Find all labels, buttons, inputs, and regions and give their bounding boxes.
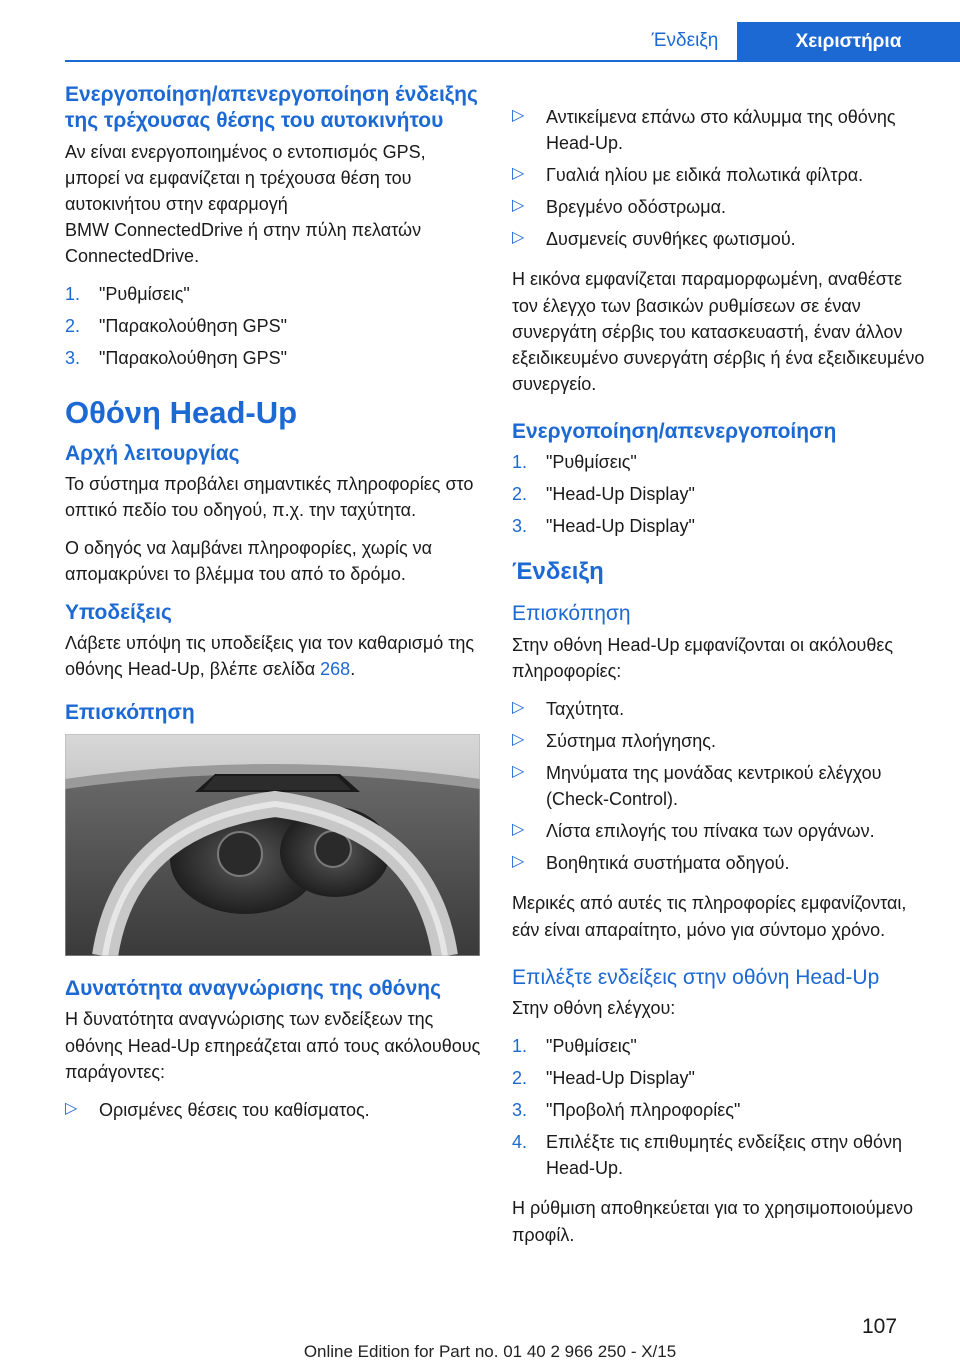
step-text: "Παρακολούθηση GPS" (99, 316, 288, 337)
gps-paragraph-text: Αν είναι ενεργοποιημένος ο εντοπισμός GPS, μπορεί να εμφανίζεται η τρέχουσα θέση του αυτοκινήτου στην εφαρμογή (65, 141, 426, 214)
step-text: "Προβολή πληροφορίες" (546, 1100, 741, 1121)
triangle-bullet-icon: ▷ (512, 229, 525, 247)
list-item (512, 818, 930, 844)
triangle-bullet-icon: ▷ (512, 731, 525, 748)
item-text: Αντικείμενα επάνω στο κάλυμμα της οθόνης Head-Up. (546, 107, 896, 154)
list-item (512, 481, 930, 507)
triangle-bullet-icon: ▷ (512, 698, 525, 716)
triangle-bullet-icon: ▷ (512, 107, 525, 124)
gps-paragraph-text-2: BMW ConnectedDrive ή στην πύλη πελατών ConnectedDrive. (65, 219, 422, 266)
item-text: Βοηθητικά συστήματα οδηγού. (546, 853, 790, 874)
item-text: Μηνύματα της μονάδας κεντρικού ελέγχου (Check-Control). (546, 763, 882, 810)
step-number: 3. (512, 516, 528, 537)
step-number: 3. (512, 1100, 528, 1121)
list-item (65, 345, 483, 371)
triangle-bullet-icon: ▷ (512, 821, 525, 839)
info-items (512, 696, 930, 877)
onoff-heading: Ενεργοποίηση/απενεργοποίηση (512, 419, 837, 443)
notes-paragraph (65, 630, 483, 682)
item-text: Γυαλιά ηλίου με ειδικά πολωτικά φίλτρα. (546, 165, 864, 186)
hud-title: Οθόνη Head-Up (65, 395, 298, 431)
list-item (512, 1129, 930, 1181)
triangle-bullet-icon: ▷ (512, 197, 525, 215)
step-number: 4. (512, 1132, 528, 1153)
visibility-factors (512, 104, 930, 252)
display-overview-heading: Επισκόπηση (512, 602, 631, 626)
step-text: "Ρυθμίσεις" (546, 452, 637, 473)
onoff-steps (512, 449, 930, 539)
overview-heading: Επισκόπηση (65, 700, 195, 724)
right-column (512, 104, 930, 1260)
list-item (512, 162, 930, 188)
step-number: 1. (512, 1036, 528, 1056)
dashboard-photo (65, 734, 480, 956)
header-rule (65, 60, 960, 62)
visibility-items (65, 1097, 483, 1123)
item-text: Ταχύτητα. (546, 698, 625, 719)
step-number: 3. (65, 348, 81, 369)
list-item (512, 760, 930, 812)
step-text: "Head-Up Display" (546, 1068, 695, 1089)
list-item (512, 449, 930, 475)
list-item (512, 696, 930, 722)
triangle-bullet-icon: ▷ (65, 1099, 78, 1117)
step-number: 2. (512, 1068, 528, 1089)
list-item (512, 226, 930, 252)
item-text: Δυσμενείς συνθήκες φωτισμού. (546, 229, 796, 250)
section-tab[interactable]: Ένδειξη (651, 30, 719, 51)
distorted-paragraph: Η εικόνα εμφανίζεται παραμορφωμένη, αναθέστε τον έλεγχο των βασικών ρυθμίσεων σε έναν συνεργάτη σέρβις του κατασκευαστή, έναν άλλον εξειδικευμένο συνεργάτη σέρβις ή ένα εξειδικευμένο συνεργείο. (512, 269, 925, 394)
step-number: 2. (65, 316, 81, 337)
page-header (0, 0, 960, 62)
select-heading: Επιλέξτε ενδείξεις στην οθόνη Head-Up (512, 965, 880, 989)
step-text: "Ρυθμίσεις" (99, 283, 190, 304)
triangle-bullet-icon: ▷ (512, 763, 525, 781)
some-info-paragraph: Μερικές από αυτές τις πληροφορίες εμφανίζονται, εάν είναι απαραίτητο, μόνο για σύντομο χρόνο. (512, 893, 907, 940)
notes-heading: Υποδείξεις (65, 600, 172, 624)
list-item (65, 313, 483, 339)
gps-steps (65, 281, 483, 371)
list-item (512, 1097, 930, 1123)
item-text: Βρεγμένο οδόστρωμα. (546, 197, 727, 218)
item-text: Σύστημα πλοήγησης. (546, 731, 716, 751)
triangle-bullet-icon: ▷ (512, 165, 525, 183)
notes-end: . (350, 658, 356, 679)
item-text: Λίστα επιλογής του πίνακα των οργάνων. (546, 821, 875, 842)
list-item (65, 281, 483, 307)
gps-paragraph (65, 139, 483, 269)
step-text: "Head-Up Display" (546, 516, 695, 537)
list-item (65, 1097, 483, 1123)
step-text: "Ρυθμίσεις" (546, 1036, 637, 1056)
page-reference-link[interactable]: 268 (320, 658, 351, 679)
step-text: "Head-Up Display" (546, 484, 695, 505)
item-text: Ορισμένες θέσεις του καθίσματος. (99, 1099, 370, 1120)
edition-footer: Online Edition for Part no. 01 40 2 966 250 - X/15 (303, 1342, 677, 1361)
step-number: 1. (512, 452, 528, 473)
list-item (512, 104, 930, 156)
principle-paragraph-1: Το σύστημα προβάλει σημαντικές πληροφορίες στο οπτικό πεδίο του οδηγού, π.χ. την ταχύτητα. (65, 474, 474, 521)
display-heading: Ένδειξη (512, 558, 604, 586)
list-item (512, 1065, 930, 1091)
step-text: Επιλέξτε τις επιθυμητές ενδείξεις στην οθόνη Head-Up. (546, 1132, 903, 1179)
left-column (65, 82, 483, 1137)
step-number: 2. (512, 484, 528, 505)
step-text: "Παρακολούθηση GPS" (99, 348, 288, 369)
visibility-paragraph: Η δυνατότητα αναγνώρισης των ενδείξεων της οθόνης Head-Up επηρεάζεται από τους ακόλουθους παράγοντες: (65, 1009, 481, 1082)
triangle-bullet-icon: ▷ (512, 853, 525, 871)
list-item (512, 850, 930, 876)
list-item (512, 1033, 930, 1059)
page-number: 107 (862, 1315, 898, 1338)
step-number: 1. (65, 283, 81, 304)
display-overview-paragraph: Στην οθόνη Head-Up εμφανίζονται οι ακόλουθες πληροφορίες: (512, 634, 894, 681)
visibility-heading: Δυνατότητα αναγνώρισης της οθόνης (65, 977, 442, 1001)
select-intro: Στην οθόνη ελέγχου: (512, 997, 676, 1018)
notes-text: Λάβετε υπόψη τις υποδείξεις για τον καθαρισμό της οθόνης Head-Up, βλέπε σελίδα (65, 632, 475, 679)
principle-paragraph-2: Ο οδηγός να λαμβάνει πληροφορίες, χωρίς να απομακρύνει το βλέμμα του από το δρόμο. (65, 538, 433, 585)
list-item (512, 728, 930, 754)
saved-paragraph: Η ρύθμιση αποθηκεύεται για το χρησιμοποιούμενο προφίλ. (512, 1198, 913, 1245)
gps-heading: Ενεργοποίηση/απενεργοποίηση ένδειξης της τρέχουσας θέσης του αυτοκινήτου (65, 83, 478, 133)
select-steps (512, 1033, 930, 1181)
chapter-tab[interactable]: Χειριστήρια (737, 22, 960, 62)
list-item (512, 194, 930, 220)
principle-heading: Αρχή λειτουργίας (65, 441, 240, 465)
list-item (512, 513, 930, 539)
